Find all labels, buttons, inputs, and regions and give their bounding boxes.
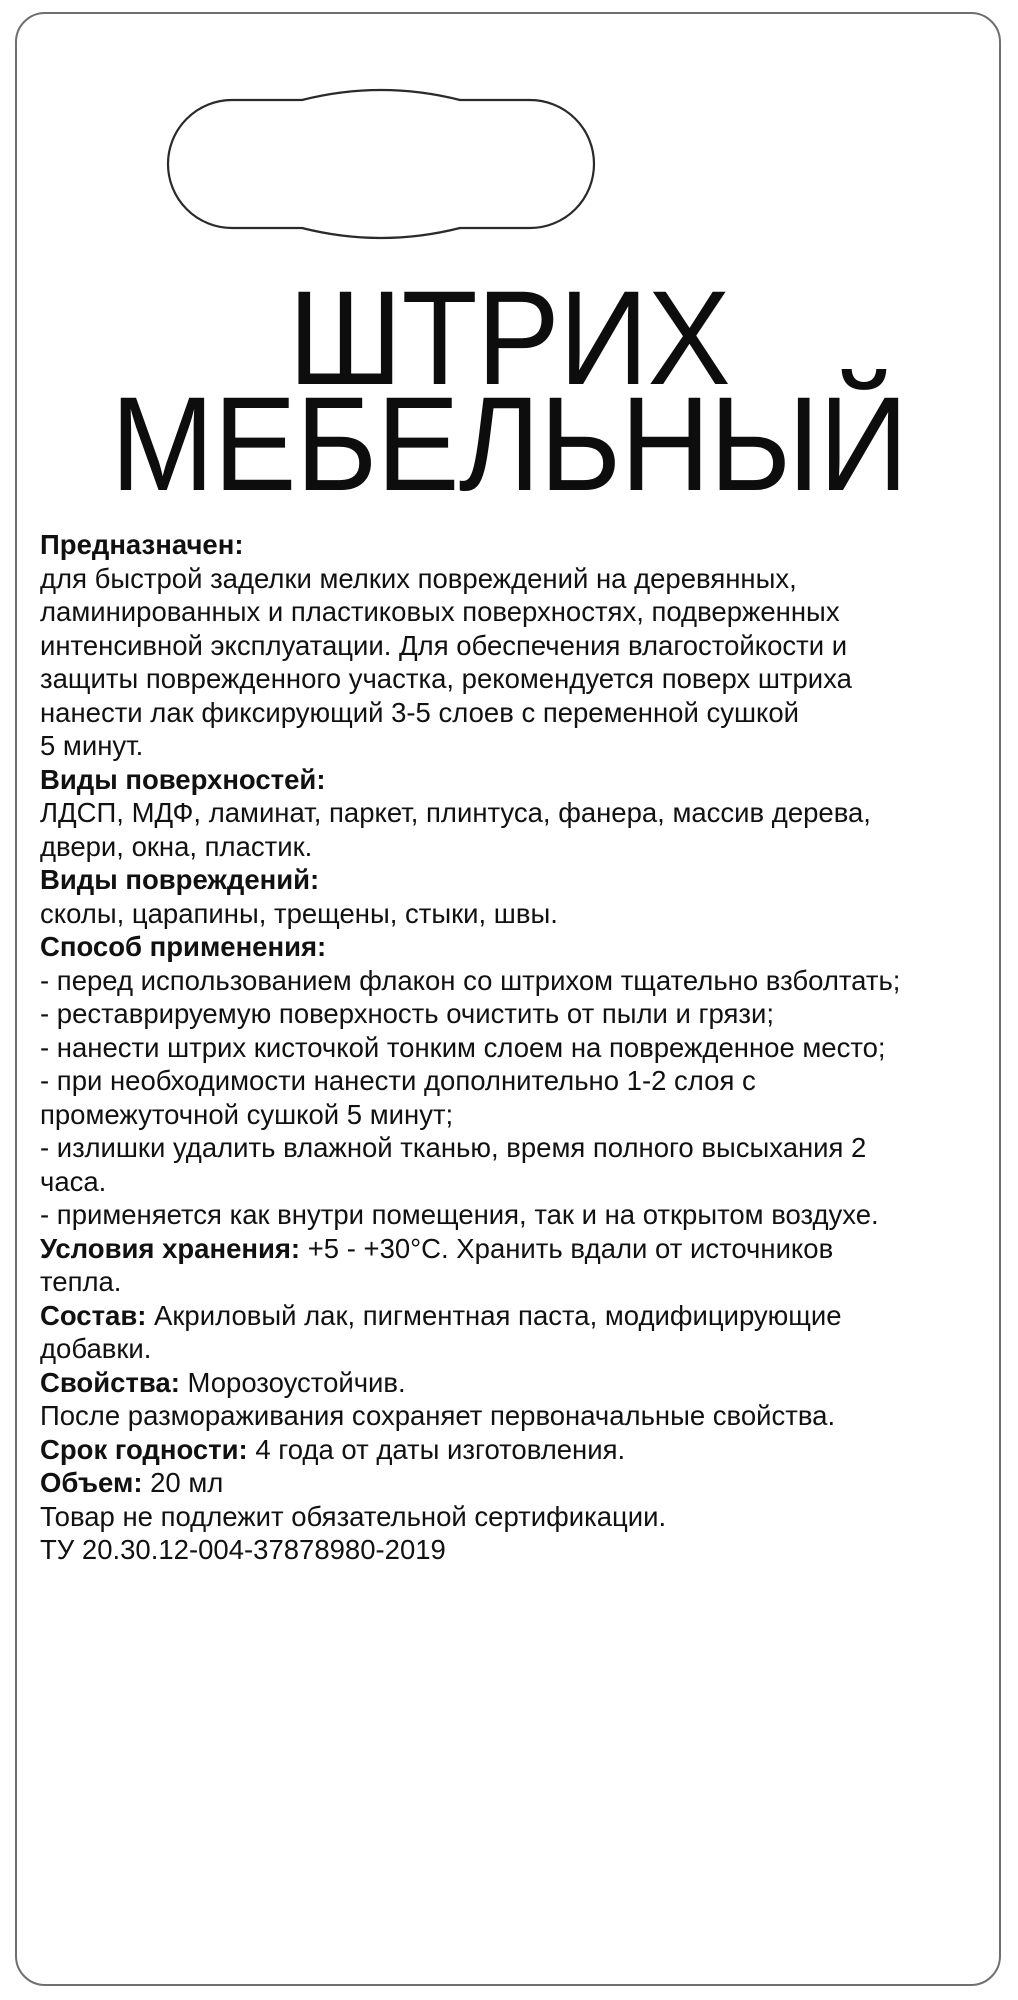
properties-line [40, 1366, 1000, 1400]
surfaces-line: двери, окна, пластик. [40, 830, 313, 862]
purpose-line: ламинированных и пластиковых поверхностях, подверженных [40, 596, 840, 627]
storage-label: Условия хранения: [40, 1232, 301, 1264]
application-line: - нанести штрих кисточкой тонким слоем на поврежденное место; [40, 1031, 886, 1063]
shelf-life-line [40, 1433, 1000, 1467]
purpose-line: нанести лак фиксирующий 3-5 слоев с переменной сушкой [40, 696, 800, 728]
composition-line-cont: добавки. [40, 1333, 152, 1364]
shelf-life-value: 4 года от даты изготовления. [247, 1433, 626, 1465]
storage-line-cont: тепла. [40, 1266, 122, 1297]
purpose-line: для быстрой заделки мелких повреждений на деревянных, [40, 562, 797, 594]
hang-hole-icon [154, 88, 608, 240]
surfaces-heading: Виды поверхностей: [40, 763, 326, 795]
properties-note: После размораживания сохраняет первоначальные свойства. [40, 1400, 836, 1431]
application-line: - при необходимости нанести дополнительно 1-2 слоя с [40, 1065, 756, 1096]
application-line: - перед использованием флакон со штрихом тщательно взболтать; [40, 964, 901, 996]
application-line: промежуточной сушкой 5 минут; [40, 1098, 454, 1130]
volume-value: 20 мл [142, 1467, 224, 1498]
composition-label: Состав: [40, 1299, 147, 1331]
standard-code: ТУ 20.30.12-004-37878980-2019 [40, 1534, 446, 1565]
surfaces-line: ЛДСП, МДФ, ламинат, паркет, плинтуса, фанера, массив дерева, [40, 797, 871, 828]
certification-note: Товар не подлежит обязательной сертификации. [40, 1500, 667, 1532]
volume-label: Объем: [40, 1467, 143, 1498]
product-title-line1: ШТРИХ [288, 264, 730, 413]
application-line: - излишки удалить влажной тканью, время полного высыхания 2 [40, 1132, 867, 1163]
application-line: - реставрируемую поверхность очистить от пыли и грязи; [40, 998, 775, 1029]
storage-line [40, 1232, 1000, 1266]
application-line: - применяется как внутри помещения, так и на открытом воздухе. [40, 1199, 879, 1230]
damages-heading: Виды повреждений: [40, 864, 320, 895]
purpose-line: защиты поврежденного участка, рекомендуется поверх штриха [40, 663, 852, 694]
composition-line [40, 1299, 1000, 1333]
application-line: часа. [40, 1165, 107, 1197]
product-description [40, 528, 1000, 1567]
purpose-line: 5 минут. [40, 730, 144, 761]
properties-value: Морозоустойчив. [179, 1366, 406, 1398]
storage-value: +5 - +30°С. Хранить вдали от источников [300, 1232, 834, 1264]
shelf-life-label: Срок годности: [40, 1433, 248, 1465]
product-title-line2: МЕБЕЛЬНЫЙ [110, 370, 908, 519]
application-heading: Способ применения: [40, 931, 327, 962]
damages-line: сколы, царапины, трещены, стыки, швы. [40, 897, 558, 929]
composition-value: Акриловый лак, пигментная паста, модифицирующие [146, 1299, 842, 1331]
purpose-line: интенсивной эксплуатации. Для обеспечения влагостойкости и [40, 629, 848, 661]
purpose-heading: Предназначен: [40, 529, 244, 560]
properties-label: Свойства: [40, 1366, 180, 1398]
volume-line [40, 1466, 1000, 1500]
